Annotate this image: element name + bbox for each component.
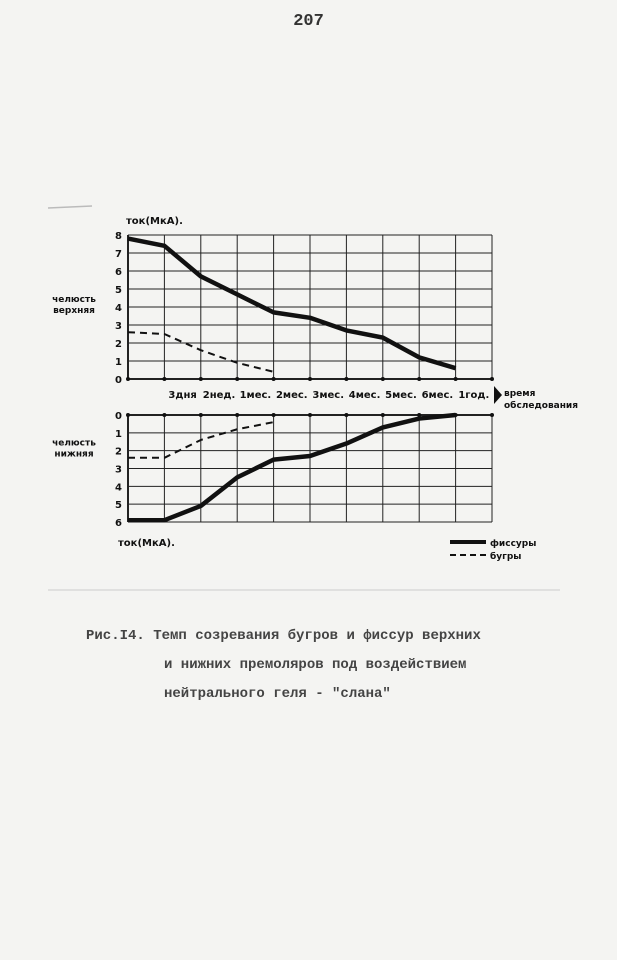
lower-ytick-label: 2	[115, 446, 122, 458]
upper-ytick-label: 6	[115, 267, 122, 278]
x-axis-arrow	[494, 386, 502, 404]
upper-axis-dot	[417, 377, 421, 381]
upper-ytick-label: 3	[115, 321, 122, 332]
caption-line-1: Рис.I4. Темп созревания бугров и фиссур верхних	[86, 628, 481, 644]
upper-ytick-label: 1	[115, 357, 122, 368]
category-label: 3мес.	[312, 390, 345, 401]
lower-axis-dot	[381, 413, 385, 417]
category-label: 2мес.	[275, 390, 308, 401]
upper-ytick-label: 5	[115, 285, 122, 296]
caption-line-3: нейтрального геля - "слана"	[164, 686, 391, 702]
category-label: 1мес.	[239, 390, 272, 401]
scan-mark	[48, 206, 92, 208]
upper-axis-dot	[162, 377, 166, 381]
lower-jaw-label-line2: нижняя	[54, 449, 94, 460]
upper-axis-dot	[344, 377, 348, 381]
lower-jaw-label-line1: челюсть	[52, 438, 96, 449]
category-label: 4мес.	[348, 390, 381, 401]
category-label: 2нед.	[202, 390, 236, 401]
lower-ytick-label: 1	[115, 428, 122, 440]
upper-axis-dot	[490, 377, 494, 381]
figure-caption	[86, 622, 566, 709]
lower-axis-dot	[344, 413, 348, 417]
lower-ytick-label: 3	[115, 464, 122, 476]
x-axis-title-line1: время	[504, 389, 536, 399]
upper-axis-dot	[126, 377, 130, 381]
category-label: 5мес.	[385, 390, 417, 401]
x-axis-title-line2: обследования	[504, 401, 579, 411]
category-label: 3дня	[168, 390, 197, 401]
upper-jaw-label-line1: челюсть	[52, 295, 96, 305]
upper-axis-dot	[235, 377, 239, 381]
upper-y-axis-title: ток(МкА).	[126, 216, 183, 227]
upper-axis-dot	[454, 377, 458, 381]
upper-ytick-label: 7	[115, 249, 122, 260]
lower-axis-dot	[490, 413, 494, 417]
lower-axis-dot	[235, 413, 239, 417]
upper-ytick-label: 0	[115, 375, 122, 386]
caption-line-2: и нижних премоляров под воздействием	[164, 657, 467, 673]
upper-axis-dot	[272, 377, 276, 381]
upper-ytick-label: 2	[115, 339, 122, 350]
lower-y-axis-title: ток(МкА).	[118, 538, 175, 549]
lower-ytick-label: 5	[115, 500, 122, 512]
lower-axis-dot	[272, 413, 276, 417]
lower-axis-dot	[199, 413, 203, 417]
category-label: 6мес.	[421, 390, 454, 401]
upper-axis-dot	[381, 377, 385, 381]
upper-jaw-label-line2: верхняя	[53, 306, 95, 316]
lower-ytick-label: 6	[115, 518, 122, 529]
category-label: 1год.	[458, 390, 490, 401]
lower-axis-dot	[308, 413, 312, 417]
lower-axis-dot	[126, 413, 130, 417]
upper-axis-dot	[308, 377, 312, 381]
lower-axis-dot	[162, 413, 166, 417]
upper-series-fissures-line	[128, 239, 456, 369]
page-number: 207	[293, 12, 324, 31]
upper-ytick-label: 4	[115, 303, 122, 314]
lower-ytick-label: 4	[115, 482, 122, 494]
legend-label-fissures: фиссуры	[490, 539, 537, 549]
upper-ytick-label: 8	[115, 231, 122, 242]
lower-ytick-label: 0	[115, 411, 122, 422]
legend-label-tubercles: бугры	[490, 552, 522, 562]
upper-axis-dot	[199, 377, 203, 381]
